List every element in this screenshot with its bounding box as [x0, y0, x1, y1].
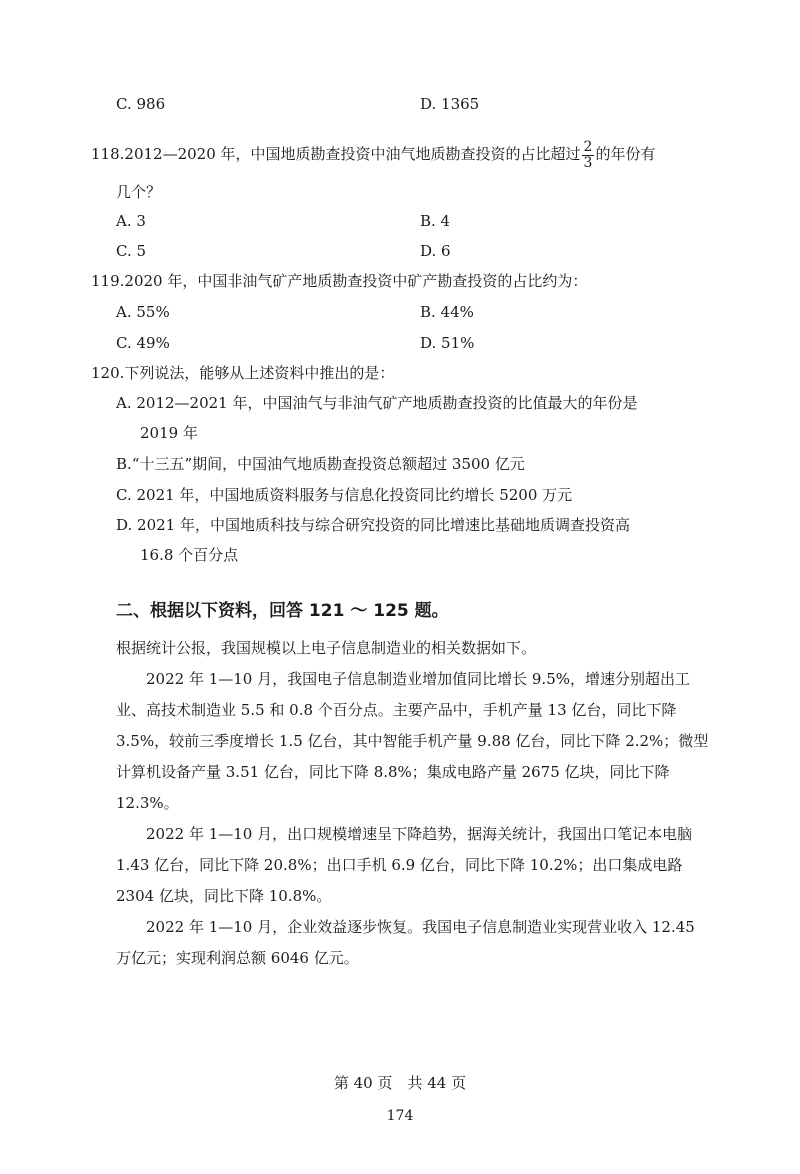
q120-option-c[interactable]: C. 2021 年，中国地质资料服务与信息化投资同比约增长 5200 万元 — [116, 486, 573, 504]
section-intro: 根据统计公报，我国规模以上电子信息制造业的相关数据如下。 — [116, 639, 537, 657]
q118-option-b[interactable]: B. 4 — [420, 212, 451, 230]
section-paragraph-1: 2022 年 1—10 月，我国电子信息制造业增加值同比增长 9.5%，增速分别超出工业、高技术制造业 5.5 和 0.8 个百分点。主要产品中，手机产量 13 亿台，同比下降 3.5%，较前三季度增长 1.5 亿台，其中智能手机产量 9.88 亿台，同比下降 2.2%；微型计算机设备产量 3.51 亿台，同比下降 8.8%；集成电路产量 2675 亿块，同比下降 12.3%。 — [116, 670, 709, 812]
q119-option-d[interactable]: D. 51% — [420, 334, 475, 352]
fraction-two-thirds — [582, 140, 595, 171]
fraction-denominator: 3 — [583, 154, 593, 171]
page-number: 174 — [386, 1108, 414, 1124]
page-info: 第 40 页 共 44 页 — [333, 1074, 467, 1092]
q118-option-d[interactable]: D. 6 — [420, 242, 451, 260]
q117-option-d[interactable]: D. 1365 — [420, 95, 480, 113]
section-heading: 二、根据以下资料，回答 121 ～ 125 题。 — [116, 601, 449, 621]
q120-option-a-continuation[interactable]: 2019 年 — [140, 424, 198, 442]
q117-option-c[interactable]: C. 986 — [116, 95, 166, 113]
q118-stem-before: 118.2012—2020 年，中国地质勘查投资中油气地质勘查投资的占比超过 — [91, 145, 581, 163]
q119-option-c[interactable]: C. 49% — [116, 334, 170, 352]
q118-option-a[interactable]: A. 3 — [116, 212, 146, 230]
q119-option-b[interactable]: B. 44% — [420, 303, 474, 321]
q119-option-a[interactable]: A. 55% — [116, 303, 170, 321]
q118-option-c[interactable]: C. 5 — [116, 242, 147, 260]
q120-option-d-continuation[interactable]: 16.8 个百分点 — [140, 546, 239, 564]
q120-stem: 120.下列说法，能够从上述资料中推出的是： — [91, 364, 395, 382]
q118-stem-continuation: 几个？ — [116, 183, 162, 201]
section-paragraph-3: 2022 年 1—10 月，企业效益逐步恢复。我国电子信息制造业实现营业收入 12.45 万亿元；实现利润总额 6046 亿元。 — [116, 918, 695, 967]
q120-option-a[interactable]: A. 2012—2021 年，中国油气与非油气矿产地质勘查投资的比值最大的年份是 — [116, 394, 638, 412]
q120-option-d[interactable]: D. 2021 年，中国地质科技与综合研究投资的同比增速比基础地质调查投资高 — [116, 516, 630, 534]
q118-stem — [91, 135, 655, 173]
fraction-numerator: 2 — [583, 138, 593, 155]
q118-stem-after: 的年份有 — [595, 145, 656, 163]
q120-option-b[interactable]: B.“十三五”期间，中国油气地质勘查投资总额超过 3500 亿元 — [116, 455, 525, 473]
q119-stem: 119.2020 年，中国非油气矿产地质勘查投资中矿产勘查投资的占比约为： — [91, 272, 588, 290]
section-paragraph-2: 2022 年 1—10 月，出口规模增速呈下降趋势，据海关统计，我国出口笔记本电脑 1.43 亿台，同比下降 20.8%；出口手机 6.9 亿台，同比下降 10.2%；出口集成电路 2304 亿块，同比下降 10.8%。 — [116, 825, 693, 905]
